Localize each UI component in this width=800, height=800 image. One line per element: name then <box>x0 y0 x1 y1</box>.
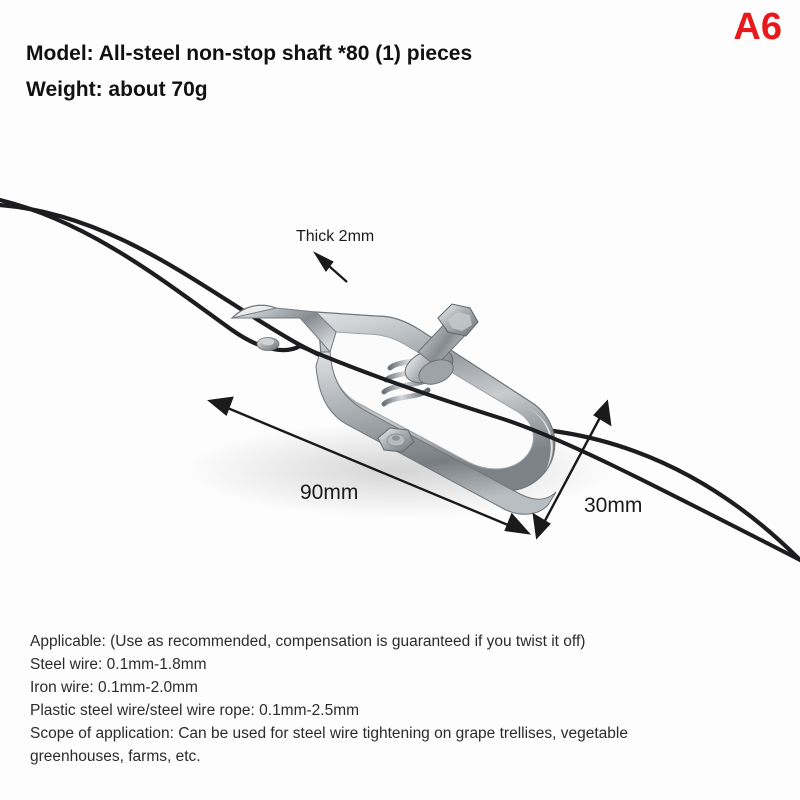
spec-applicable: Applicable: (Use as recommended, compensation is guaranteed if you twist it off) <box>30 633 586 650</box>
spec-iron-wire: Iron wire: 0.1mm-2.0mm <box>30 679 198 696</box>
weight-text: Weight: about 70g <box>26 78 208 101</box>
spec-plastic-wire: Plastic steel wire/steel wire rope: 0.1mm-2.5mm <box>30 702 360 719</box>
annotation-thickness: Thick 2mm <box>296 228 375 245</box>
annotation-width: 30mm <box>584 494 643 517</box>
steel-wire-loop <box>0 200 300 350</box>
annotation-length: 90mm <box>300 481 359 504</box>
spec-scope: Scope of application: Can be used for steel wire tightening on grape trellises, vegetable greenhouses, farms, etc. <box>30 725 628 765</box>
model-text: Model: All-steel non-stop shaft *80 (1) pieces <box>26 42 473 65</box>
spec-steel-wire: Steel wire: 0.1mm-1.8mm <box>30 656 207 673</box>
clamp-rivet-left <box>257 338 279 351</box>
variant-badge: A6 <box>733 6 782 48</box>
specs-text-block <box>30 630 750 768</box>
dimension-arrow-thickness <box>316 254 347 282</box>
